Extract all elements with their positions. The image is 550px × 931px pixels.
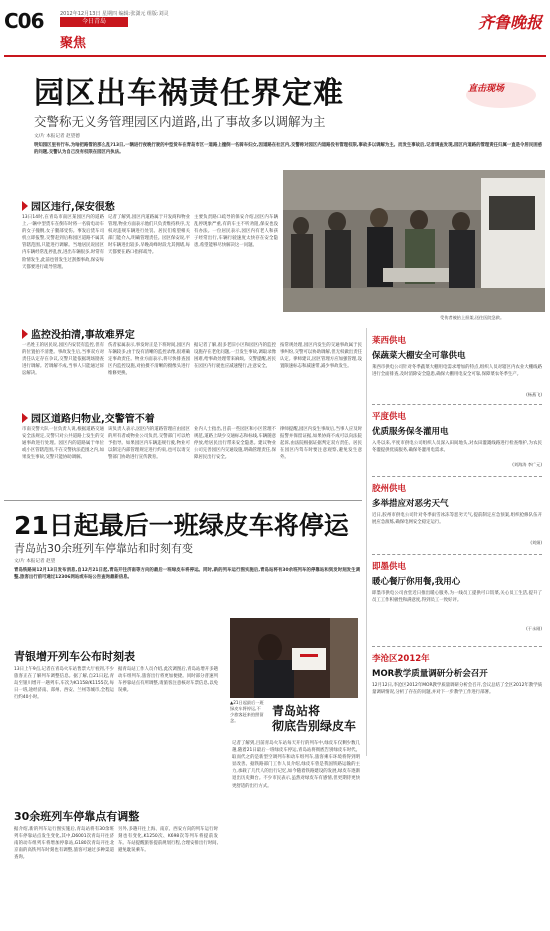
lead-s1-col-1: 13日14时,在青岛市南区某园区内的道路上,一辆中型货车在倒车时将一名骑电动车的女子撞倒,女子腿部受伤。事发后货车司机立即报警,交警赶到后称园区道路不属其管辖范围,只能进行调解。当地居民说园区内车辆经常乱停乱放,进出车辆很多,时常有险情发生,此前也曾发生过刮擦事故,保安每天都要进行疏导管理。 — [22, 215, 104, 270]
farewell-box-title: 青岛站将 彻底告别绿皮车 — [272, 704, 357, 733]
story-divider — [4, 500, 362, 501]
newspaper-logo: 齐鲁晚报 — [477, 13, 542, 32]
lead-s2-col-2: 伤者家属表示,事发时正是下班时间,园区内车辆较多,由于没有清晰的监控录像,很难确定事故责任。物业方面表示,将尽快排查园区内监控设施,对拍摄不清晰的摄像头进行维修更换。 — [108, 343, 190, 377]
second-s2-col-2: 另外,多趟开往上海、南京、西安方向的列车运行时刻也有变化,K1250次、K698次等列车将提前发车。车站提醒旅客提前规划行程,合理安排出行时间,避免耽误乘车。 — [118, 827, 218, 854]
second-s2-col-1: 据介绍,新的列车运行图实施后,青岛站将有30余班列车停靠站点发生变化,其中,D6001次青岛开往济南的动车组列车将增加停靠站,G180次青岛开往北京南的高铁列车时刻也有调整,旅客可通过多种渠道查询。 — [14, 827, 114, 861]
lead-s3-col-1: 市南交警大队一位负责人说,根据道路交通安全法规定,交警只对公共道路上发生的交通事故进行处理。园区内的道路属于单位或小区管辖范围,不在交警执法范围之内,如果发生事故,交警只能协助调解。 — [22, 427, 104, 461]
lead-section-2-title: 监控没拍清,事故难界定 — [22, 326, 135, 341]
lead-headline: 园区出车祸责任界定难 — [34, 76, 344, 111]
train-photo-caption: ▲21日起最后一班绿皮车将停运,不少旅客赶来拍照留念。 — [230, 700, 264, 723]
sidebar-item: 即墨供电 暖心餐厅你用餐,我用心 即墨市供电公司食堂近日推出暖心服务,为一线员工提供可口饭菜,关心员工生活,提升了员工工作积极性和满意度,得到员工一致好评。 (于永刚) — [372, 562, 542, 631]
triangle-marker-icon — [22, 413, 28, 423]
lead-intro: 明知园区里有行车,为啥把路管的那么乱?13日,一辆进行夜晚行驶的中型货车在青岛市区一道路上撞倒一名骑车妇女,因道路在社区内,交警称对园区内道路没有管理权限,事故多以调解为主。而发生事故后,记者调查发现,园区内道路的管理责任归属一直是令居民困惑的问题,交警认为自己没有权限在园区内执法。 — [34, 143, 542, 156]
sidebar-item: 李沧区2012年 MOR教学质量调研分析会召开 12月12日,李沧区2012年MOR教学质量调研分析会召开,会议总结了全区2012年教学质量调研情况,分析了存在的问题,并对下一步教学工作进行部署。 — [372, 654, 542, 696]
live-badge: 直击现场 — [462, 76, 540, 114]
sidebar-item: 胶州供电 多举措应对恶劣天气 近日,胶州市供电公司针对冬季雨雪冰冻等恶劣天气,提前制定应急预案,组织抢修队伍开展应急演练,确保电网安全稳定运行。 (刘娟) — [372, 484, 542, 545]
triangle-marker-icon — [22, 201, 28, 211]
lead-s2-col-1: 一名姓王的居民说,园区内安装有监控,但有的位置拍不清楚。事故发生后,当事双方对责任认定存在争议,交警只能依据现场勘查进行调解。若调解不成,当事人只能通过诉讼解决。 — [22, 343, 104, 377]
second-s1-col-1: 13日上午9点,记者在青岛火车站售票大厅看到,不少旅客正在了解列车调整信息。据了解,自21日起,青岛至银川增开一趟列车,车次为K1158/K1155次,每日一班,途经济南、郑州、西安、兰州等城市,全程运行约40小时。 — [14, 667, 114, 701]
lead-s3-col-2: 该负责人表示,园区内的道路管理应由园区的所有者或物业公司负责,交警部门可以给予指导。如果园区内车辆违规行驶,物业可以制定内部管理规定进行约束,也可以请交警部门协助进行宣传教育。 — [108, 427, 190, 461]
lead-subhead: 交警称无义务管理园区内道路,出了事故多以调解为主 — [34, 114, 326, 129]
second-headline: 21日起最后一班绿皮车将停运 — [14, 511, 349, 540]
lead-s1-col-2: 记者了解到,园区内道路属于开发商和物业管理,物业方面表示他们只负责维持秩序,无权对违规车辆进行处罚。居民们希望相关部门能介入,明确管理责任。园区保安说,平时车辆进出较多,早晚高峰时段尤其拥堵,每天都要在路口指挥疏导。 — [108, 215, 190, 256]
triangle-marker-icon — [22, 329, 28, 339]
lead-s3-col-3: 业内人士指出,目前一些园区和小区管理不规范,道路上缺少交通标志和标线,车辆随意停放,给居民出行带来安全隐患。建议物业公司完善园区内交通设施,明确管理责任,保障居民出行安全。 — [194, 427, 276, 461]
second-byline: 文/片 本报记者 赵望 — [14, 559, 56, 564]
lead-section-3-title: 园区道路归物业,交警管不着 — [22, 410, 155, 425]
lead-s1-col-3: 主要负责路口疏导的保安介绍,园区内车辆乱停现象严重,有的车主不听劝阻,保安也没有办法。一位居民表示,园区内有老人和孩子经常出行,车辆行驶速度太快存在安全隐患,希望能够尽快解决这一问题。 — [194, 215, 278, 249]
lead-byline: 文/片 本报记者 赵望德 — [34, 134, 80, 139]
second-intro: 青岛铁路局12月13日发布消息,自12月21日起,青岛开往济南等方向的最后一班绿皮车将停运。同时,新的列车运行图实施后,青岛站将有30余班列车的停靠站和到发时刻发生调整,旅客出行前可通过12306网站或车站公告查询最新信息。 — [14, 568, 360, 581]
second-subhead: 青岛站30余班列车停靠站和时刻有变 — [14, 542, 193, 555]
edition-badge: 今日青岛 — [60, 17, 128, 27]
lead-photo — [283, 170, 545, 312]
lead-s2-col-4: 按常规处理,园区内发生的交通事故属于民事纠纷,交警可以协助调解,但无权做出责任认定。律师建议,园区管理方应加强管理,设置限速标志和减速带,减少事故发生。 — [280, 343, 362, 370]
second-section-1-title: 青银增开列车公布时刻表 — [14, 650, 135, 663]
farewell-body: 记者了解到,目前青岛火车站每天开行的列车中,绿皮车仅剩少数几趟,随着21日最后一班绿皮车停运,青岛站将彻底告别绿皮车时代。取而代之的是新型空调列车和动车组列车,旅客乘车环境将得到明显改善。据铁路部门工作人员介绍,绿皮车曾是我国铁路运输的主力,承载了几代人的出行记忆,如今随着铁路建设的发展,绿皮车逐渐退出历史舞台。不少市民表示,虽然对绿皮车有感情,但更期待更快更舒适的出行方式。 — [232, 741, 360, 789]
section-title: 聚焦 — [60, 36, 87, 51]
sidebar-news — [366, 328, 546, 756]
lead-photo-caption: 受伤者被抬上担架,送往医院急救。 — [440, 315, 505, 320]
page-number: C06 — [4, 9, 44, 33]
sidebar-item: 平度供电 优质服务保冬灌用电 入冬以来,平度市供电公司组织人员深入田间地头,对农田灌溉线路进行检查维护,为农民冬灌提供优质服务,确保冬灌用电需求。 (刘海涛 李广元) — [372, 412, 542, 467]
lead-s3-col-4: 律师提醒,园区内发生事故后,当事人应及时报警并保留证据,如果协商不成可以向法院起诉,由法院根据证据判定双方责任。居民在园区内驾车时要注意观察,避免发生意外。 — [280, 427, 362, 461]
second-s1-col-2: 据青岛站工作人员介绍,此次调图后,青岛站增开多趟动车组列车,旅客出行将更加便捷。同时部分普速列车停靠站点有所调整,请旅客注意核对车票信息,以免误乘。 — [118, 667, 218, 694]
lead-section-1-title: 园区违行,保安很愁 — [22, 198, 115, 213]
issue-meta: 2012年12月13日 星期四 编辑:张潇元 组版:刘灵 — [60, 11, 169, 17]
second-section-2-title: 30余班列车停靠点有调整 — [14, 810, 140, 823]
sidebar-item: 莱西供电 保蔬菜大棚安全可靠供电 莱西市供电公司针对冬季蔬菜大棚用电需求增加的特点,组织人员对辖区内农业大棚线路进行全面排查,及时消除安全隐患,确保大棚用电安全可靠,保障菜农冬季生产。 (杨燕飞) — [372, 336, 542, 397]
header-rule — [4, 55, 546, 57]
lead-s2-col-3: 据记者了解,很多老旧小区和园区内的监控设施存在老化问题,一旦发生事故,调取录像困难,给事故处理带来麻烦。交警提醒,居民在园区内行驶也应减速慢行,注意安全。 — [194, 343, 276, 370]
train-photo — [230, 618, 358, 698]
